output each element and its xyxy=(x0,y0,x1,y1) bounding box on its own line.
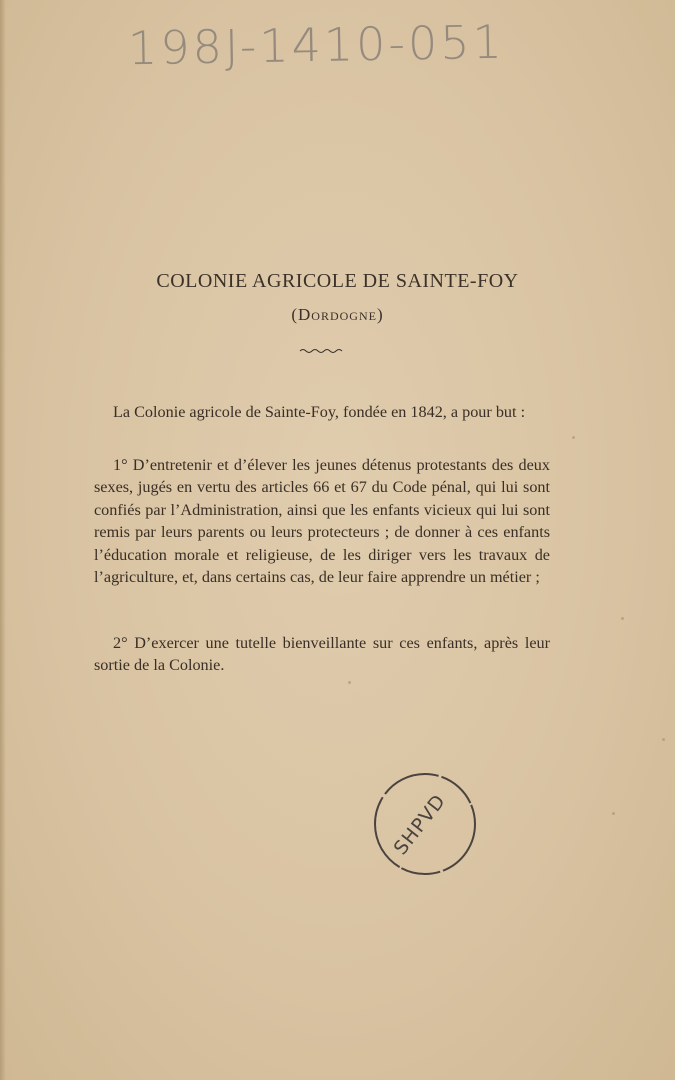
paper-speck xyxy=(612,812,615,815)
paper-speck xyxy=(348,681,351,684)
paper-speck xyxy=(572,436,575,439)
paper-speck xyxy=(621,617,624,620)
archive-number-pencil: 198J-1410-051 xyxy=(127,14,506,76)
shpvd-stamp xyxy=(371,770,479,878)
purpose-paragraph-1: 1° D’entretenir et d’élever les jeunes détenus protestants des deux sexes, jugés en vertu des articles 66 et 67 du Code pénal, qui lui sont confiés par l’Administration, ainsi que les enfants vicieux qui lui sont remis par leurs parents ou leurs protecteurs ; de donner à ces enfants l’éducation morale et religieuse, de les diriger vers les travaux de l’agriculture, et, dans certains cas, de leur faire apprendre un métier ; xyxy=(94,456,550,587)
page-subtitle: (Dordogne) xyxy=(291,305,384,324)
paper-speck xyxy=(662,738,665,741)
page-edge-shadow xyxy=(0,0,6,1080)
page-title: COLONIE AGRICOLE DE SAINTE-FOY xyxy=(156,270,519,292)
intro-paragraph: La Colonie agricole de Sainte-Foy, fondée en 1842, a pour but : xyxy=(113,403,526,421)
ornament-divider xyxy=(299,347,343,355)
stamp-text: SHPVD xyxy=(389,790,451,860)
purpose-paragraph-2: 2° D’exercer une tutelle bienveillante sur ces enfants, après leur sortie de la Colonie. xyxy=(94,634,550,675)
